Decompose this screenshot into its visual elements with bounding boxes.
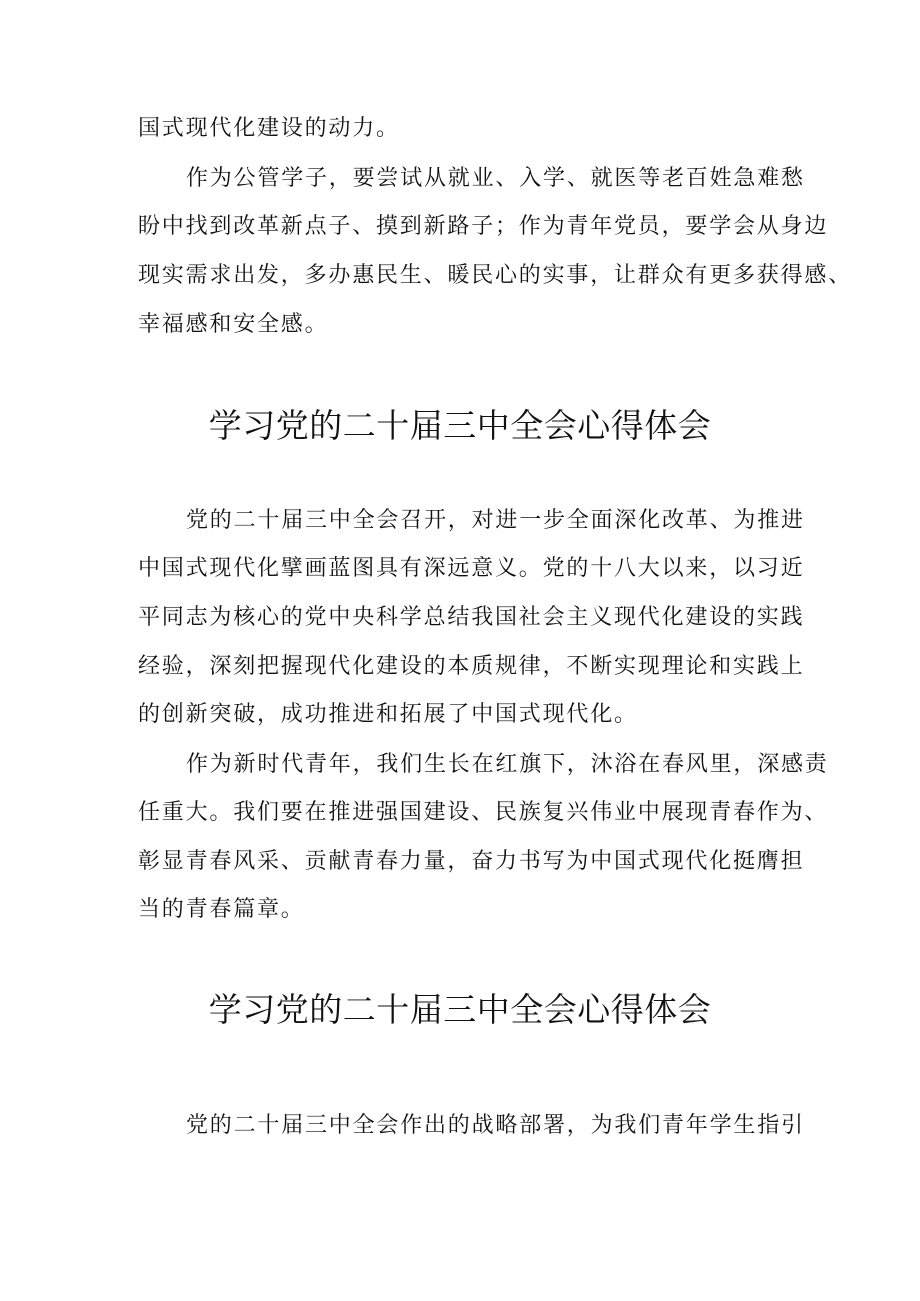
paragraph-line: 党的二十届三中全会召开，对进一步全面深化改革、为推进 [186,508,805,533]
paragraph-line: 党的二十届三中全会作出的战略部署，为我们青年学生指引 [186,1113,805,1138]
paragraph-line: 幸福感和安全感。 [138,312,329,337]
paragraph-line: 作为公管学子，要尝试从就业、入学、就医等老百姓急难愁 [186,166,805,191]
section-title: 学习党的二十届三中全会心得体会 [208,406,712,445]
paragraph-line: 国式现代化建设的动力。 [138,116,400,141]
paragraph-line: 经验，深刻把握现代化建设的本质规律，不断实现理论和实践上 [138,654,805,679]
paragraph-line: 当的青春篇章。 [138,897,305,922]
section-title: 学习党的二十届三中全会心得体会 [208,990,712,1029]
paragraph-line: 彰显青春风采、贡献青春力量，奋力书写为中国式现代化挺膺担 [138,849,805,874]
paragraph-line: 盼中找到改革新点子、摸到新路子；作为青年党员，要学会从身边 [138,214,829,239]
paragraph-line: 平同志为核心的党中央科学总结我国社会主义现代化建设的实践 [138,605,805,630]
paragraph-line: 作为新时代青年，我们生长在红旗下，沐浴在春风里，深感责 [186,752,829,777]
paragraph-line: 的创新突破，成功推进和拓展了中国式现代化。 [138,702,638,727]
paragraph-line: 任重大。我们要在推进强国建设、民族复兴伟业中展现青春作为、 [138,800,829,825]
paragraph-line: 中国式现代化擘画蓝图具有深远意义。党的十八大以来，以习近 [138,556,805,581]
paragraph-line: 现实需求出发，多办惠民生、暖民心的实事，让群众有更多获得感、 [138,263,853,288]
